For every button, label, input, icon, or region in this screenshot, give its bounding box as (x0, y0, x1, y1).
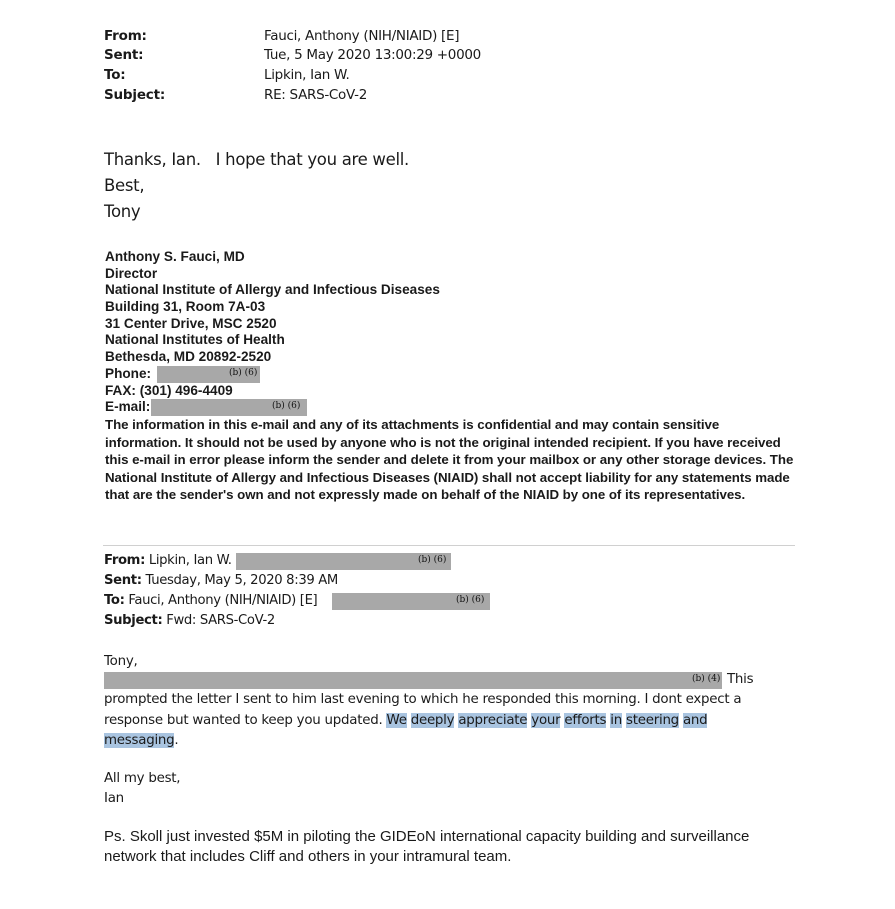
signature-email-label: E-mail: (105, 399, 151, 414)
forwarded-to-label: To: (104, 593, 125, 608)
signature-name: Anthony S. Fauci, MD (105, 249, 245, 264)
signature-city: Bethesda, MD 20892-2520 (105, 349, 272, 364)
highlighted-word: appreciate (458, 713, 528, 728)
header-from-value: Fauci, Anthony (NIH/NIAID) [E] (264, 28, 460, 44)
forwarded-signoff: Ian (104, 791, 124, 806)
forwarded-from (104, 553, 232, 568)
body-line-3 (104, 711, 707, 732)
signature-org: National Institutes of Health (105, 332, 285, 347)
phone-redaction-code: (b) (6) (229, 368, 258, 378)
body-redaction-code: (b) (4) (692, 674, 721, 684)
body-line-3-plain: response but wanted to keep you updated. (104, 713, 387, 728)
highlighted-word: your (531, 713, 561, 728)
body-line-2: prompted the letter I sent to him last evening to which he responded this morning. I dont expect a (104, 692, 742, 707)
forwarded-sent (104, 573, 338, 588)
header-to-label: To: (104, 67, 126, 83)
header-sent-label: Sent: (104, 47, 144, 63)
email-redaction-code: (b) (6) (272, 401, 301, 411)
forwarded-sent-label: Sent: (104, 573, 142, 588)
highlighted-word: and (682, 713, 708, 728)
signature-phone-label: Phone: (105, 366, 152, 381)
forwarded-subject-label: Subject: (104, 613, 163, 628)
confidentiality-disclaimer: The information in this e-mail and any of its attachments is confidential and may contain sensitive information. It should not be used by anyone who is not the original intended recipient. If you have received this e-mail in error please inform the sender and delete it from your mailbox or any other storage devices. The National Institute of Allergy and Infectious Diseases (NIAID) shall not accept liability for any statements made that are the sender's own and not expressly made on behalf of the NIAID by one of its representatives. (105, 417, 794, 503)
forwarded-closing: All my best, (104, 771, 181, 786)
highlighted-word: We (386, 713, 407, 728)
signature-title: Director (105, 266, 158, 281)
header-subject-label: Subject: (104, 87, 166, 103)
forwarded-to-redaction-code: (b) (6) (456, 595, 485, 605)
postscript: Ps. Skoll just invested $5M in piloting the GIDEoN international capacity building and surveillance network that includes Cliff and others in your intramural team. (104, 828, 750, 865)
forwarded-to-redaction (332, 593, 490, 610)
signature-street: 31 Center Drive, MSC 2520 (105, 316, 277, 331)
signature-institute: National Institute of Allergy and Infectious Diseases (105, 282, 440, 297)
header-from-label: From: (104, 28, 147, 44)
message-divider (103, 545, 795, 546)
forwarded-sent-value: Tuesday, May 5, 2020 8:39 AM (145, 573, 338, 588)
forwarded-greeting: Tony, (104, 654, 138, 669)
forwarded-to-value: Fauci, Anthony (NIH/NIAID) [E] (128, 593, 318, 608)
header-sent-value: Tue, 5 May 2020 13:00:29 +0000 (264, 47, 481, 63)
reply-line-2: Best, (104, 176, 145, 195)
body-after-redaction: This (727, 672, 754, 687)
highlighted-word: efforts (564, 713, 607, 728)
forwarded-from-value: Lipkin, Ian W. (148, 553, 232, 568)
highlighted-word: deeply (410, 713, 455, 728)
header-to-value: Lipkin, Ian W. (264, 67, 350, 83)
forwarded-from-label: From: (104, 553, 145, 568)
forwarded-subject (104, 613, 275, 628)
signature-fax: FAX: (301) 496-4409 (105, 383, 233, 398)
forwarded-from-redaction (236, 553, 451, 570)
email-redaction (151, 399, 307, 416)
forwarded-subject-value: Fwd: SARS-CoV-2 (166, 613, 275, 628)
body-line-4-tail: . (174, 733, 179, 748)
highlighted-word: messaging (104, 733, 175, 748)
highlighted-word: in (610, 713, 622, 728)
signature-building: Building 31, Room 7A-03 (105, 299, 266, 314)
body-line-4 (104, 731, 178, 752)
reply-line-3: Tony (104, 202, 141, 221)
header-subject-value: RE: SARS-CoV-2 (264, 87, 368, 103)
body-redaction (104, 672, 722, 689)
highlighted-word: steering (626, 713, 679, 728)
forwarded-from-redaction-code: (b) (6) (418, 555, 447, 565)
forwarded-to (104, 593, 317, 608)
phone-redaction (157, 366, 260, 383)
reply-line-1: Thanks, Ian. I hope that you are well. (104, 150, 409, 169)
